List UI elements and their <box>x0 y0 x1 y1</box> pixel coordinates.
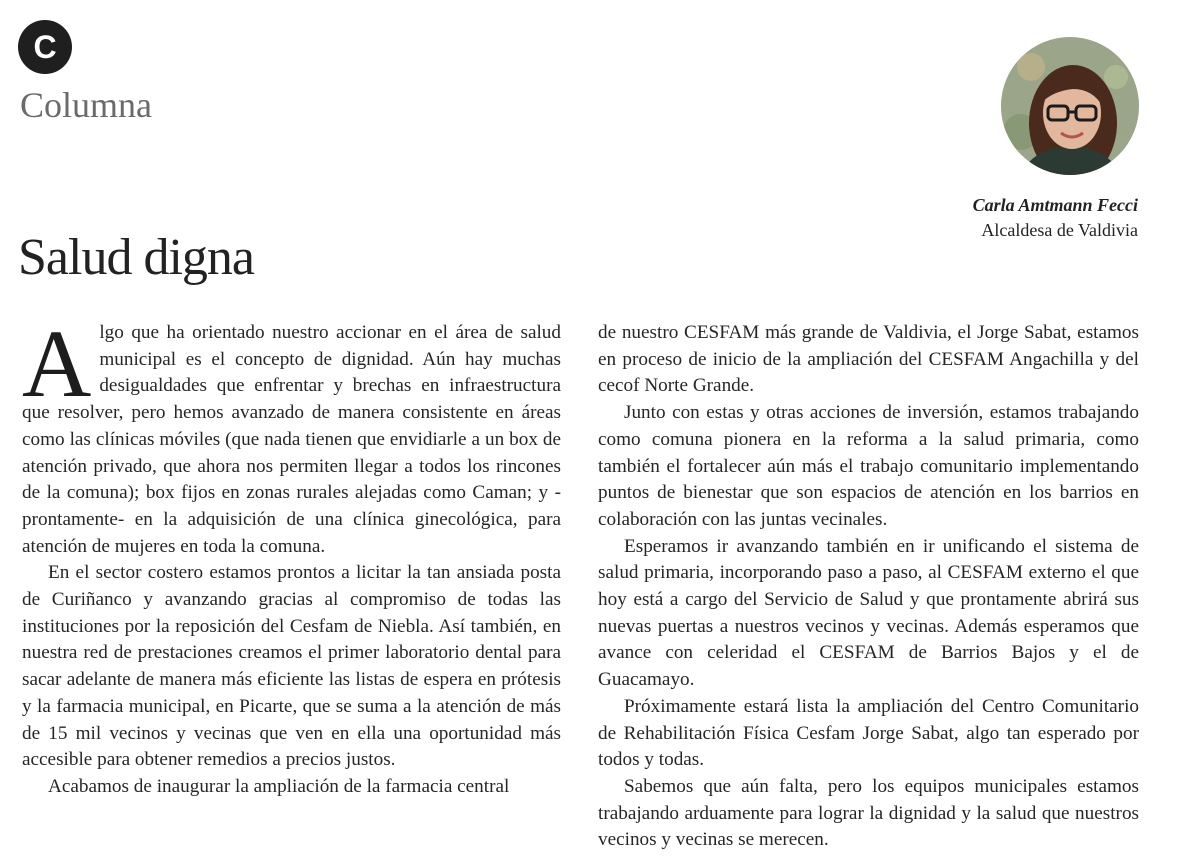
article-paragraph: Sabemos que aún falta, pero los equipos municipales estamos trabajando arduamente para lograr la dignidad y la salud que nuestros vecinos y vecinas se merecen. <box>598 775 1139 851</box>
author-name: Carla Amtmann Fecci <box>972 195 1138 215</box>
paragraph-text: lgo que ha orientado nuestro accionar en el área de salud municipal es el concepto de dignidad. Aún hay muchas desigualdades que enfrentar y brechas en infraestructura que resolver, pero hemos avanzado de manera consistente en áreas como las clínicas móviles (que nada tienen que envidiarle a un box de atención privado, que ahora nos permiten llegar a todos los rincones de la comuna); box fijos en zonas rurales alejadas como Caman; y -prontamente- en la adquisición de una clínica ginecológica, para atención de mujeres en toda la comuna. <box>22 322 561 557</box>
drop-cap: A <box>22 310 92 417</box>
author-byline <box>973 193 1138 243</box>
article-paragraph: Acabamos de inaugurar la ampliación de la farmacia central <box>48 775 510 797</box>
author-portrait-icon <box>1001 37 1139 175</box>
article-column-left <box>22 310 561 801</box>
article-paragraph: En el sector costero estamos prontos a licitar la tan ansiada posta de Curiñanco y avanzando gracias al compromiso de todas las instituciones por la reposición del Cesfam de Niebla. Así también, en nuestra red de prestaciones creamos el primer laboratorio dental para sacar adelante de manera más eficiente las listas de espera en prótesis y la farmacia municipal, en Picarte, que se suma a la atención de más de 15 mil vecinos y vecinas que ven en ella una oportunidad más accesible para obtener remedios a precios justos. <box>22 562 561 771</box>
section-label: Columna <box>20 85 152 125</box>
author-role: Alcaldesa de Valdivia <box>981 220 1138 240</box>
author-photo <box>1001 37 1139 175</box>
column-badge-icon <box>18 20 72 74</box>
badge-letter: C <box>33 28 57 65</box>
article-paragraph: de nuestro CESFAM más grande de Valdivia, el Jorge Sabat, estamos en proceso de inicio de la ampliación del CESFAM Angachilla y del cecof Norte Grande. <box>598 322 1139 397</box>
article-paragraph: Esperamos ir avanzando también en ir unificando el sistema de salud primaria, incorporando paso a paso, al CESFAM externo el que hoy está a cargo del Servicio de Salud y que prontamente abrirá sus nuevas puertas a nuestros vecinos y vecinas. Además esperamos que avance con celeridad el CESFAM de Barrios Bajos y el de Guacamayo. <box>598 535 1139 691</box>
article-paragraph: Junto con estas y otras acciones de inversión, estamos trabajando como comuna pionera en la reforma a la salud primaria, como también el fortalecer aún más el trabajo comunitario implementando puntos de bienestar que son espacios de atención en los barrios en colaboración con las juntas vecinales. <box>598 402 1139 530</box>
article-paragraph <box>22 310 561 560</box>
article-title: Salud digna <box>18 229 254 286</box>
article-column-right <box>598 320 1139 854</box>
article-paragraph: Próximamente estará lista la ampliación del Centro Comunitario de Rehabilitación Física Cesfam Jorge Sabat, algo tan esperado por todos y todas. <box>598 695 1139 771</box>
